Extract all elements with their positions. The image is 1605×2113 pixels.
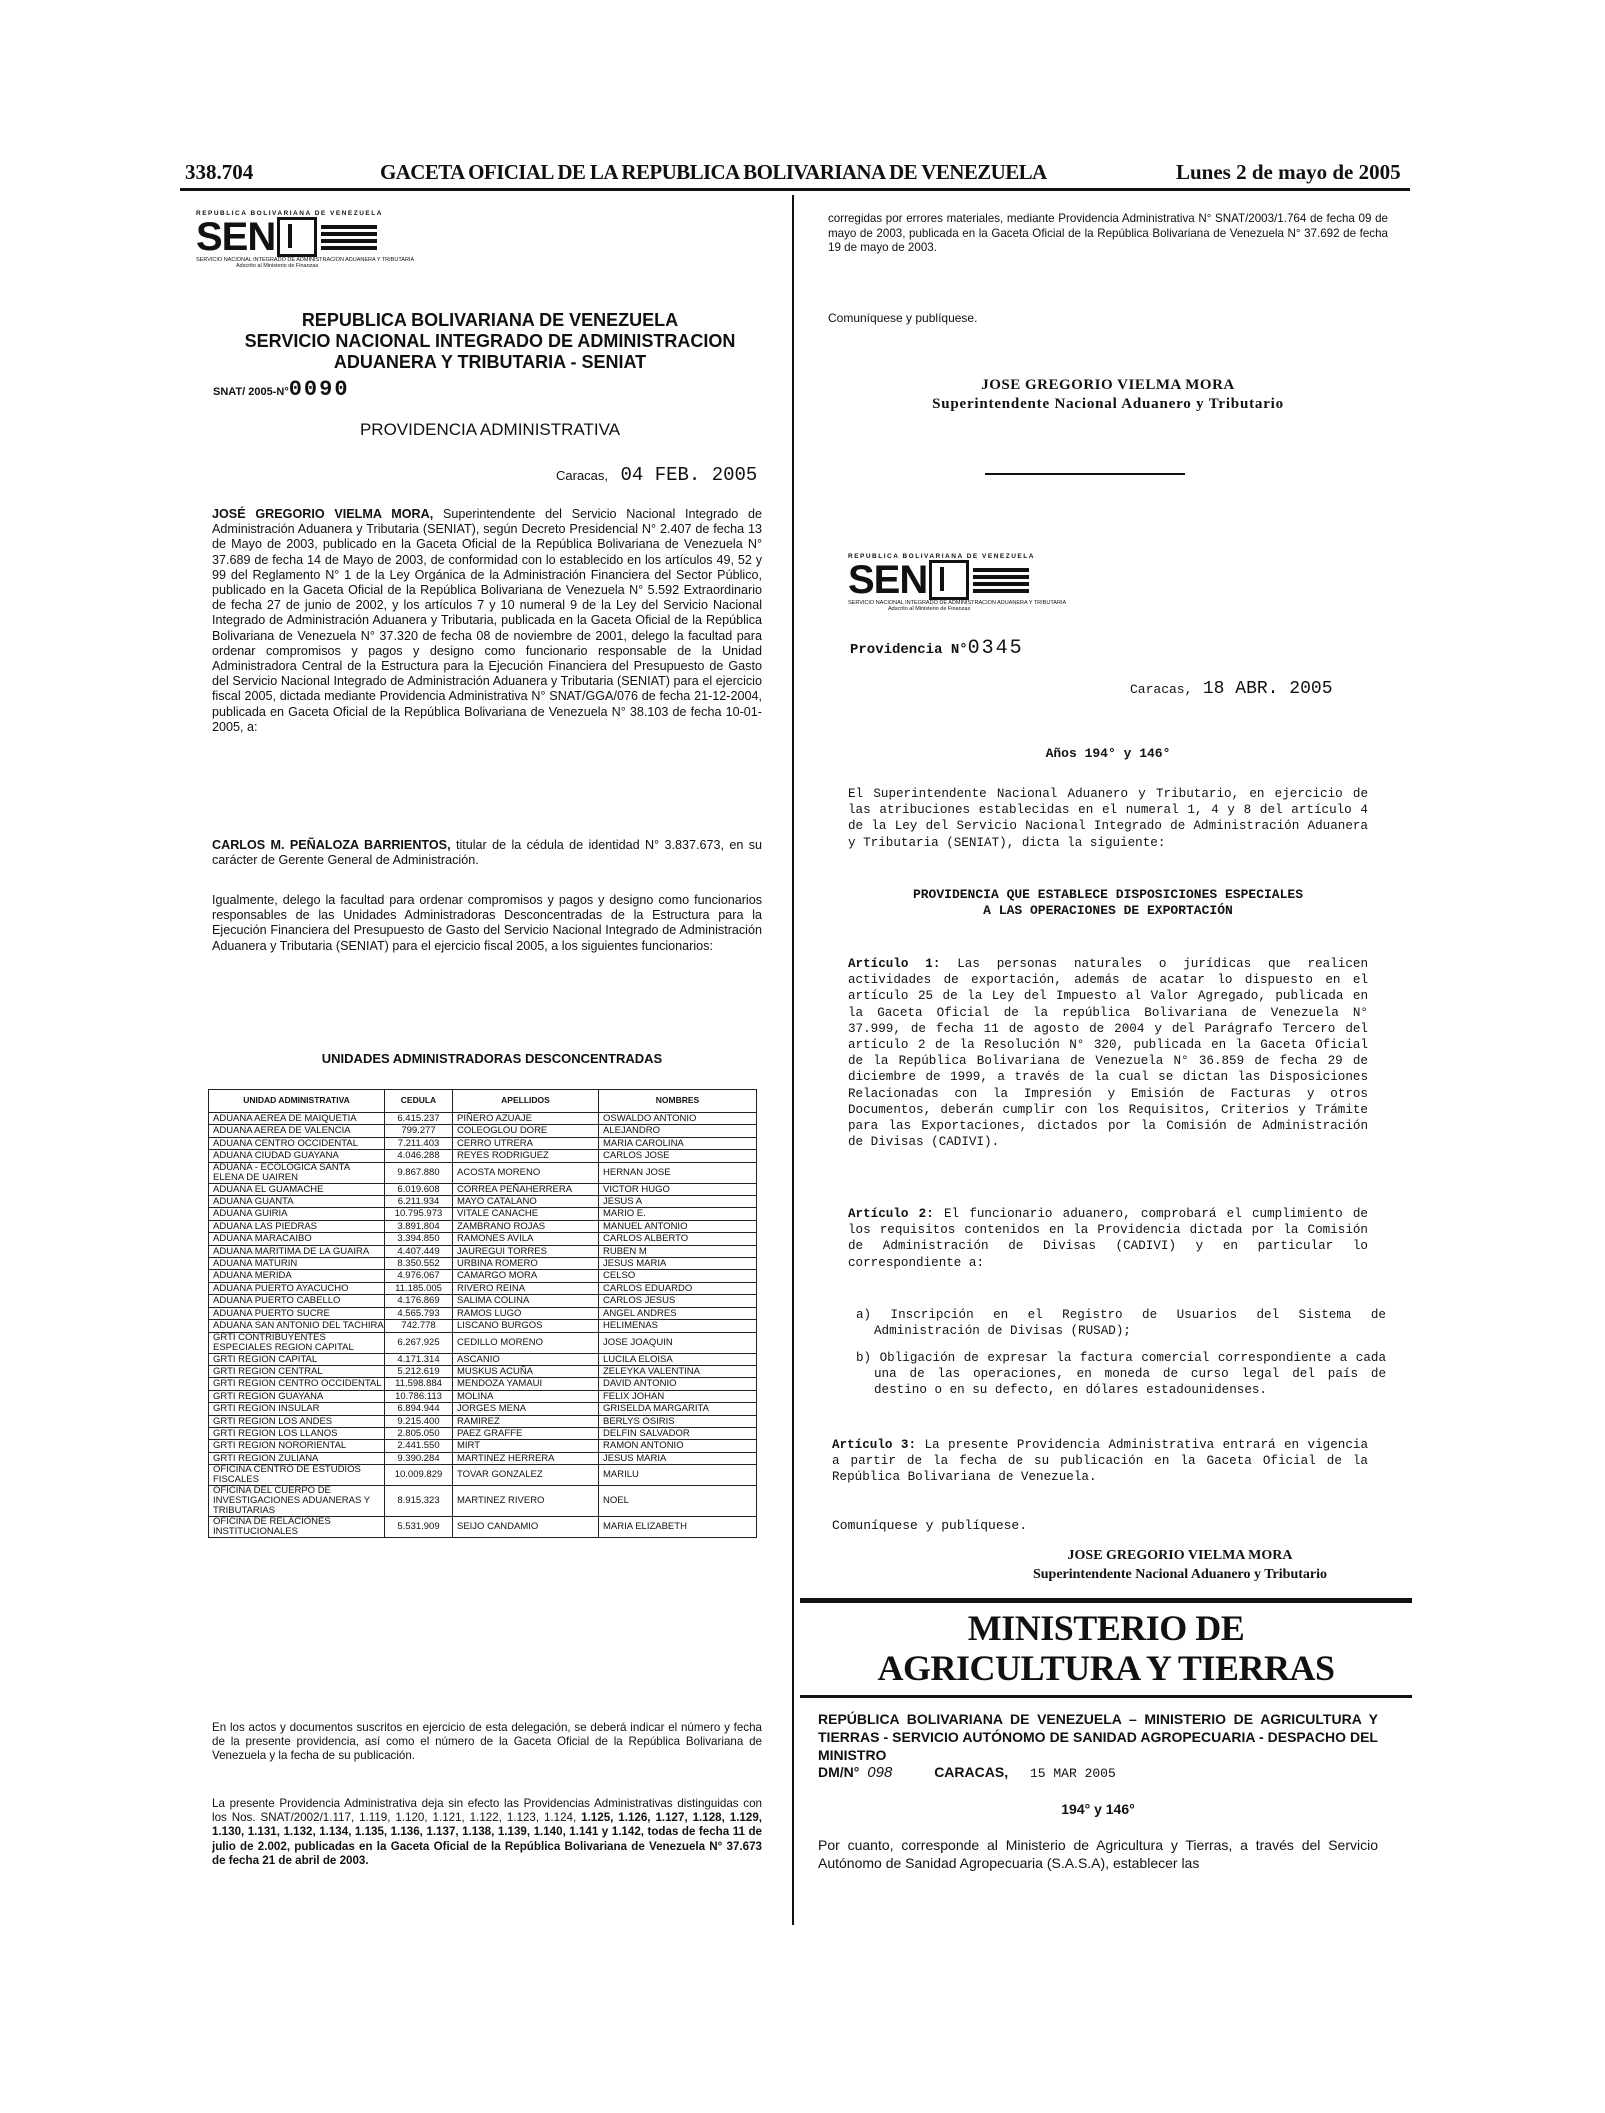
surname-cell: MENDOZA YAMAUI — [453, 1378, 599, 1390]
table-row — [209, 1282, 757, 1294]
name-cell: MARILU — [599, 1465, 757, 1486]
unit-cell: ADUANA - ECOLOGICA SANTA ELENA DE UAIREN — [209, 1162, 385, 1183]
table-row — [209, 1307, 757, 1319]
table-row — [209, 1403, 757, 1415]
table-row — [209, 1365, 757, 1377]
unit-cell: ADUANA PUERTO SUCRE — [209, 1307, 385, 1319]
intro-paragraph: El Superintendente Nacional Aduanero y Tributario, en ejercicio de las atribuciones establecidas en el numeral 1, 4 y 8 del artículo 4 de la Ley del Servicio Nacional Integrado de Administración Aduanera y Tributaria (SENIAT), dicta la siguiente: — [848, 787, 1368, 850]
designee-text: titular de la cédula de identidad N° 3.837.673, en su carácter de Gerente General de Administración. — [212, 838, 762, 868]
name-cell: RAMON ANTONIO — [599, 1440, 757, 1452]
surname-cell: PIÑERO AZUAJE — [453, 1113, 599, 1125]
revocation-text: La presente Providencia Administrativa deja sin efecto las Providencias Administrativas distinguidas con los Nos. SNAT/2002/1.117, 1.119, 1.120, 1.121, 1.122, 1.123, 1.124, — [212, 1797, 762, 1825]
unit-cell: GRTI REGION GUAYANA — [209, 1390, 385, 1402]
unit-cell: ADUANA AEREA DE VALENCIA — [209, 1125, 385, 1137]
unit-cell: GRTI REGION NORORIENTAL — [209, 1440, 385, 1452]
article-3 — [832, 1437, 1368, 1486]
name-cell: JOSE JOAQUIN — [599, 1332, 757, 1353]
name-cell: CARLOS EDUARDO — [599, 1282, 757, 1294]
ref-number: 0090 — [288, 377, 350, 402]
unit-cell: ADUANA PUERTO CABELLO — [209, 1295, 385, 1307]
unit-cell: GRTI REGION CENTRO OCCIDENTAL — [209, 1378, 385, 1390]
logo-top-text: REPUBLICA BOLIVARIANA DE VENEZUELA — [196, 210, 383, 217]
unit-cell: OFICINA CENTRO DE ESTUDIOS FISCALES — [209, 1465, 385, 1486]
column-header: UNIDAD ADMINISTRATIVA — [209, 1090, 385, 1113]
table-row — [209, 1162, 757, 1183]
unit-cell: ADUANA MERIDA — [209, 1270, 385, 1282]
table-row — [209, 1465, 757, 1486]
signer-title-1: Superintendente Nacional Aduanero y Tributario — [932, 396, 1284, 412]
providencia-title — [828, 887, 1388, 919]
ref-prefix: SNAT/ 2005-N° — [213, 386, 289, 398]
place-label: Caracas, — [556, 468, 609, 483]
signer-title-2: Superintendente Nacional Aduanero y Tributario — [1032, 1567, 1328, 1582]
unit-cell: GRTI REGION LOS LLANOS — [209, 1427, 385, 1439]
signer-name: JOSÉ GREGORIO VIELMA MORA, — [212, 507, 434, 521]
comuniquese-1: Comuníquese y publíquese. — [828, 311, 978, 325]
unit-cell: ADUANA MARITIMA DE LA GUAIRA — [209, 1245, 385, 1257]
name-cell: HELIMENAS — [599, 1320, 757, 1332]
name-cell: MANUEL ANTONIO — [599, 1220, 757, 1232]
cedula-cell: 11.185.005 — [385, 1282, 453, 1294]
surname-cell: MUSKUS ACUÑA — [453, 1365, 599, 1377]
unit-cell: ADUANA PUERTO AYACUCHO — [209, 1282, 385, 1294]
article-2-text: El funcionario aduanero, comprobará el cumplimiento de los requisitos contenidos en la Providencia dictada por la Comisión de Administración de Divisas (CADIVI) y en particular lo correspondiente a: — [848, 1207, 1368, 1270]
name-cell: VICTOR HUGO — [599, 1183, 757, 1195]
surname-cell: MIRT — [453, 1440, 599, 1452]
table-row — [209, 1258, 757, 1270]
doc-type: PROVIDENCIA ADMINISTRATIVA — [359, 420, 621, 439]
name-cell: MARIA CAROLINA — [599, 1137, 757, 1149]
unit-cell: ADUANA AEREA DE MAIQUETIA — [209, 1113, 385, 1125]
unit-cell: ADUANA EL GUAMACHE — [209, 1183, 385, 1195]
surname-cell: PAEZ GRAFFE — [453, 1427, 599, 1439]
name-cell: BERLYS OSIRIS — [599, 1415, 757, 1427]
logo-top-text: REPUBLICA BOLIVARIANA DE VENEZUELA — [848, 553, 1035, 560]
seniat-logo — [196, 210, 414, 269]
place-date-line-2 — [1130, 679, 1333, 699]
cedula-cell: 10.009.829 — [385, 1465, 453, 1486]
ministry-title-2: AGRICULTURA Y TIERRAS — [877, 1648, 1335, 1688]
surname-cell: RIVERO REINA — [453, 1282, 599, 1294]
name-cell: MARIO E. — [599, 1208, 757, 1220]
resolution-date: 15 MAR 2005 — [1029, 1766, 1116, 1781]
unit-cell: GRTI REGION ZULIANA — [209, 1452, 385, 1464]
surname-cell: MARTINEZ RIVERO — [453, 1486, 599, 1517]
units-intro-paragraph: Igualmente, delego la facultad para ordenar compromisos y pagos y designo como funcionarios responsables de las Unidades Administradoras Desconcentradas de la Estructura para la Ejecución Financiera del Presupuesto de Gasto del Servicio Nacional Integrado de Administración Aduanera y Tributaria (SENIAT) para el ejercicio fiscal 2005, a los siguientes funcionarios: — [212, 893, 762, 953]
table-row — [209, 1353, 757, 1365]
article-2 — [848, 1206, 1368, 1271]
surname-cell: JORGES MENA — [453, 1403, 599, 1415]
surname-cell: RAMOS LUGO — [453, 1307, 599, 1319]
table-row — [209, 1220, 757, 1232]
place-date-line — [556, 464, 757, 486]
unit-cell: ADUANA LAS PIEDRAS — [209, 1220, 385, 1232]
units-table-body — [209, 1113, 757, 1538]
place-label-2: Caracas, — [1130, 682, 1193, 697]
header-date: Lunes 2 de mayo de 2005 — [1176, 160, 1401, 184]
logo-sub-text: SERVICIO NACIONAL INTEGRADO DE ADMINISTRACION ADUANERA Y TRIBUTARIA — [848, 600, 1067, 606]
column-header: APELLIDOS — [453, 1090, 599, 1113]
table-row — [209, 1295, 757, 1307]
org-line-3: ADUANERA Y TRIBUTARIA - SENIAT — [333, 352, 647, 372]
name-cell: RUBEN M — [599, 1245, 757, 1257]
signature-block-2 — [960, 1548, 1400, 1583]
resolution-place: CARACAS, — [934, 1764, 1009, 1780]
designee-name: CARLOS M. PEÑALOZA BARRIENTOS, — [212, 838, 451, 852]
surname-cell: CEDILLO MORENO — [453, 1332, 599, 1353]
unit-cell: ADUANA GUANTA — [209, 1196, 385, 1208]
surname-cell: ASCANIO — [453, 1353, 599, 1365]
logo-mark: SEN — [196, 215, 276, 259]
article-2-item-b: b) Obligación de expresar la factura comercial correspondiente a cada una de las operaciones, en moneda de curso legal del país de destino o en su defecto, en dólares estadounidenses. — [856, 1351, 1386, 1398]
org-line-1: REPUBLICA BOLIVARIANA DE VENEZUELA — [301, 310, 679, 330]
article-1-label: Artículo 1: — [848, 957, 941, 971]
resolution-body: Por cuanto, corresponde al Ministerio de Agricultura y Tierras, a través del Servicio Autónomo de Sanidad Agropecuaria (S.A.S.A), establecer las — [818, 1837, 1378, 1871]
table-row — [209, 1517, 757, 1538]
resolution-heading: REPÚBLICA BOLIVARIANA DE VENEZUELA – MINISTERIO DE AGRICULTURA Y TIERRAS - SERVICIO AUTÓNOMO DE SANIDAD AGROPECUARIA - DESPACHO DEL MINISTRO — [818, 1711, 1378, 1763]
surname-cell: URBINA ROMERO — [453, 1258, 599, 1270]
surname-cell: LISCANO BURGOS — [453, 1320, 599, 1332]
table-row — [209, 1415, 757, 1427]
place-date: 04 FEB. 2005 — [620, 464, 758, 486]
resolution-number-label: DM/N° — [818, 1764, 860, 1780]
surname-cell: TOVAR GONZALEZ — [453, 1465, 599, 1486]
providencia-title-1: PROVIDENCIA QUE ESTABLECE DISPOSICIONES ESPECIALES — [912, 887, 1304, 902]
column-divider — [792, 195, 794, 1925]
providencia-number: 0345 — [967, 637, 1024, 660]
unit-cell: ADUANA CIUDAD GUAYANA — [209, 1150, 385, 1162]
table-row — [209, 1233, 757, 1245]
cedula-cell: 742.778 — [385, 1320, 453, 1332]
article-1 — [848, 956, 1368, 1150]
comuniquese-2: Comuníquese y publíquese. — [832, 1518, 1028, 1533]
cedula-cell: 4.976.067 — [385, 1270, 453, 1282]
providencia-title-2: A LAS OPERACIONES DE EXPORTACIÓN — [983, 903, 1233, 918]
name-cell: ALEJANDRO — [599, 1125, 757, 1137]
cedula-cell: 5.531.909 — [385, 1517, 453, 1538]
surname-cell: MAYO CATALANO — [453, 1196, 599, 1208]
column-header: NOMBRES — [599, 1090, 757, 1113]
cedula-cell: 9.390.284 — [385, 1452, 453, 1464]
article-2-item-a: a) Inscripción en el Registro de Usuarios del Sistema de Administración de Divisas (RUSAD); — [856, 1308, 1386, 1339]
surname-cell: COLEOGLOU DORE — [453, 1125, 599, 1137]
cedula-cell: 11.598.884 — [385, 1378, 453, 1390]
providencia-label: Providencia N° — [850, 642, 968, 658]
table-row — [209, 1486, 757, 1517]
cedula-cell: 6.211.934 — [385, 1196, 453, 1208]
cedula-cell: 4.407.449 — [385, 1245, 453, 1257]
header-rule — [180, 188, 1410, 191]
cedula-cell: 4.171.314 — [385, 1353, 453, 1365]
name-cell: CARLOS JOSE — [599, 1150, 757, 1162]
surname-cell: SALIMA COLINA — [453, 1295, 599, 1307]
surname-cell: CAMARGO MORA — [453, 1270, 599, 1282]
name-cell: ANGEL ANDRES — [599, 1307, 757, 1319]
table-row — [209, 1196, 757, 1208]
name-cell: DAVID ANTONIO — [599, 1378, 757, 1390]
name-cell: CELSO — [599, 1270, 757, 1282]
table-row — [209, 1452, 757, 1464]
signer-name-2: JOSE GREGORIO VIELMA MORA — [1067, 1548, 1293, 1563]
table-row — [209, 1245, 757, 1257]
logo-mark: SEN — [848, 558, 928, 602]
usage-paragraph: En los actos y documentos suscritos en ejercicio de esta delegación, se deberá indicar el número y fecha de la presente providencia, así como el número de la Gaceta Oficial de la República Bolivariana de Venezuela y la fecha de su publicación. — [212, 1721, 762, 1763]
name-cell: CARLOS ALBERTO — [599, 1233, 757, 1245]
ministry-title-1: MINISTERIO DE — [967, 1608, 1245, 1648]
unit-cell: ADUANA MARACAIBO — [209, 1233, 385, 1245]
cedula-cell: 9.215.400 — [385, 1415, 453, 1427]
cedula-cell: 5.212.619 — [385, 1365, 453, 1377]
surname-cell: SEIJO CANDAMIO — [453, 1517, 599, 1538]
name-cell: GRISELDA MARGARITA — [599, 1403, 757, 1415]
name-cell: MARIA ELIZABETH — [599, 1517, 757, 1538]
unit-cell: ADUANA SAN ANTONIO DEL TACHIRA — [209, 1320, 385, 1332]
logo-sub-text-2: Adscrito al Ministerio de Finanzas — [236, 263, 319, 269]
units-table — [208, 1089, 757, 1538]
logo-sub-text-2: Adscrito al Ministerio de Finanzas — [888, 606, 971, 612]
name-cell: OSWALDO ANTONIO — [599, 1113, 757, 1125]
revocation-text-bold: 1.125, 1.126, 1.127, 1.128, 1.129, 1.130, 1.131, 1.132, 1.134, 1.135, 1.136, 1.137, 1.138, 1.139, 1.140, 1.141 y 1.142, todas de fecha 11 de julio de 2.002, publicadas en la Gaceta Oficial de la República Bolivariana de Venezuela N° 37.673 de fecha 21 de abril de 2003. — [212, 1811, 762, 1867]
name-cell: JESUS MARIA — [599, 1452, 757, 1464]
name-cell: JESUS MARIA — [599, 1258, 757, 1270]
seniat-logo-2 — [848, 553, 1066, 612]
surname-cell: ACOSTA MORENO — [453, 1162, 599, 1183]
table-row — [209, 1390, 757, 1402]
unit-cell: GRTI REGION CENTRAL — [209, 1365, 385, 1377]
article-2-label: Artículo 2: — [848, 1207, 934, 1221]
table-row — [209, 1332, 757, 1353]
logo-box-icon — [277, 217, 317, 257]
surname-cell: ZAMBRANO ROJAS — [453, 1220, 599, 1232]
surname-cell: VITALE CANACHE — [453, 1208, 599, 1220]
surname-cell: RAMIREZ — [453, 1415, 599, 1427]
surname-cell: MOLINA — [453, 1390, 599, 1402]
org-line-2: SERVICIO NACIONAL INTEGRADO DE ADMINISTRACION — [244, 331, 736, 351]
cedula-cell: 2.441.550 — [385, 1440, 453, 1452]
cedula-cell: 7.211.403 — [385, 1137, 453, 1149]
table-row — [209, 1427, 757, 1439]
name-cell: ZELEYKA VALENTINA — [599, 1365, 757, 1377]
designee-paragraph — [212, 838, 762, 868]
unit-cell: OFICINA DE RELACIONES INSTITUCIONALES — [209, 1517, 385, 1538]
table-row — [209, 1183, 757, 1195]
table-row — [209, 1113, 757, 1125]
signature-block-1 — [828, 377, 1388, 413]
gazette-title: GACETA OFICIAL DE LA REPUBLICA BOLIVARIANA DE VENEZUELA — [380, 160, 1047, 184]
signer-name-1: JOSE GREGORIO VIELMA MORA — [981, 377, 1235, 393]
cedula-cell: 8.915.323 — [385, 1486, 453, 1517]
cedula-cell: 4.046.288 — [385, 1150, 453, 1162]
unit-cell: ADUANA MATURIN — [209, 1258, 385, 1270]
name-cell: CARLOS JESUS — [599, 1295, 757, 1307]
years-line: Años 194° y 146° — [1045, 746, 1171, 761]
unit-cell: ADUANA CENTRO OCCIDENTAL — [209, 1137, 385, 1149]
unit-cell: GRTI REGION LOS ANDES — [209, 1415, 385, 1427]
table-row — [209, 1378, 757, 1390]
resolution-number: 098 — [867, 1764, 893, 1781]
cedula-cell: 6.019.608 — [385, 1183, 453, 1195]
cedula-cell: 9.867.880 — [385, 1162, 453, 1183]
cedula-cell: 3.394.850 — [385, 1233, 453, 1245]
cedula-cell: 6.415.237 — [385, 1113, 453, 1125]
table-title: UNIDADES ADMINISTRADORAS DESCONCENTRADAS — [321, 1051, 663, 1066]
delegation-text: Superintendente del Servicio Nacional Integrado de Administración Aduanera y Tributaria (SENIAT), según Decreto Presidencial N° 2.407 de fecha 13 de Mayo de 2003, publicado en la Gaceta Oficial de la República Bolivariana de Venezuela N° 37.689 de fecha 14 de Mayo de 2003, de conformidad con lo establecido en los artículos 49, 52 y 99 del Reglamento N° 1 de la Ley Orgánica de la Administración Financiera del Sector Público, publicado en la Gaceta Oficial de la República Bolivariana de Venezuela N° 5.592 Extraordinario de fecha 27 de junio de 2002, y los artículos 7 y 10 numeral 9 de la Ley del Servicio Nacional Integrado de Administración Aduanera y Tributaria, publicada en la Gaceta Oficial de la República Bolivariana de Venezuela N° 37.320 de fecha 08 de noviembre de 2001, delego la facultad para ordenar compromisos y pagos y designo como funcionario responsable de la Unidad Administradora Central de la Estructura para la Ejecución Financiera del Presupuesto de Gasto del Servicio Nacional Integrado de Administración Aduanera y Tributaria (SENIAT) para el ejercicio fiscal 2005, dictada mediante Providencia Administrativa N° SNAT/GGA/076 de fecha 21-12-2004, publicada en Gaceta Oficial de la República Bolivariana de Venezuela N° 38.103 de fecha 10-01-2005, a: — [212, 507, 763, 734]
cedula-cell: 799.277 — [385, 1125, 453, 1137]
unit-cell: GRTI REGION INSULAR — [209, 1403, 385, 1415]
name-cell: HERNAN JOSE — [599, 1162, 757, 1183]
table-row — [209, 1320, 757, 1332]
org-header — [210, 310, 770, 373]
name-cell: FELIX JOHAN — [599, 1390, 757, 1402]
ministry-rule-top — [800, 1598, 1412, 1603]
ministry-rule-bottom — [800, 1695, 1412, 1698]
table-row — [209, 1208, 757, 1220]
logo-flag-icon — [321, 225, 377, 250]
column-header: CEDULA — [385, 1090, 453, 1113]
unit-cell: OFICINA DEL CUERPO DE INVESTIGACIONES ADUANERAS Y TRIBUTARIAS — [209, 1486, 385, 1517]
revocation-paragraph — [212, 1797, 762, 1868]
name-cell: DELFIN SALVADOR — [599, 1427, 757, 1439]
logo-box-icon — [929, 560, 969, 600]
section-separator — [985, 473, 1185, 475]
unit-cell: GRTI CONTRIBUYENTES ESPECIALES REGION CAPITAL — [209, 1332, 385, 1353]
table-row — [209, 1150, 757, 1162]
name-cell: LUCILA ELOISA — [599, 1353, 757, 1365]
page-number: 338.704 — [185, 160, 254, 184]
surname-cell: CERRO UTRERA — [453, 1137, 599, 1149]
logo-sub-text: SERVICIO NACIONAL INTEGRADO DE ADMINISTRACION ADUANERA Y TRIBUTARIA — [196, 257, 415, 263]
table-row — [209, 1137, 757, 1149]
article-3-label: Artículo 3: — [832, 1438, 917, 1452]
cedula-cell: 10.786.113 — [385, 1390, 453, 1402]
place-date-2: 18 ABR. 2005 — [1202, 679, 1333, 699]
providencia-number-line — [850, 637, 1024, 660]
ministry-title — [800, 1608, 1412, 1688]
unit-cell: GRTI REGION CAPITAL — [209, 1353, 385, 1365]
continuation-paragraph: corregidas por errores materiales, mediante Providencia Administrativa N° SNAT/2003/1.764 de fecha 09 de mayo de 2003, publicada en la Gaceta Oficial de la República Bolivariana de Venezuela N° 37.692 de fecha 19 de mayo de 2003. — [828, 212, 1388, 254]
cedula-cell: 6.894.944 — [385, 1403, 453, 1415]
article-3-text: La presente Providencia Administrativa entrará en vigencia a partir de la fecha de su publicación en la Gaceta Oficial de la República Bolivariana de Venezuela. — [832, 1438, 1369, 1485]
surname-cell: JAUREGUI TORRES — [453, 1245, 599, 1257]
unit-cell: ADUANA GUIRIA — [209, 1208, 385, 1220]
logo-flag-icon — [973, 568, 1029, 593]
cedula-cell: 3.891.804 — [385, 1220, 453, 1232]
resolution-number-line — [818, 1764, 1116, 1781]
cedula-cell: 10.795.973 — [385, 1208, 453, 1220]
cedula-cell: 2.805.050 — [385, 1427, 453, 1439]
surname-cell: REYES RODRIGUEZ — [453, 1150, 599, 1162]
name-cell: NOEL — [599, 1486, 757, 1517]
name-cell: JESUS A — [599, 1196, 757, 1208]
surname-cell: CORREA PEÑAHERRERA — [453, 1183, 599, 1195]
article-1-text: Las personas naturales o jurídicas que realicen actividades de exportación, además de acatar lo dispuesto en el artículo 25 de la Ley del Impuesto al Valor Agregado, publicada en la Gaceta Oficial de la república Bolivariana de Venezuela N° 37.999, de fecha 11 de agosto de 2004 y del Parágrafo Tercero del artículo 2 de la Resolución N° 320, publicada en la Gaceta Oficial de la República Bolivariana de Venezuela N° 36.859 de fecha 29 de diciembre de 1999, a través de la cual se dictan las Disposiciones Relacionadas con la Impresión y Emisión de Facturas y otros Documentos, deberán cumplir con los Requisitos, Criterios y Trámite para las Exportaciones, dictados por la Comisión de Administración de Divisas (CADIVI). — [848, 957, 1369, 1150]
resolution-years: 194° y 146° — [1061, 1801, 1135, 1817]
cedula-cell: 6.267.925 — [385, 1332, 453, 1353]
table-row — [209, 1270, 757, 1282]
table-row — [209, 1125, 757, 1137]
table-header-row — [209, 1090, 757, 1113]
cedula-cell: 4.565.793 — [385, 1307, 453, 1319]
surname-cell: MARTINEZ HERRERA — [453, 1452, 599, 1464]
surname-cell: RAMONES AVILA — [453, 1233, 599, 1245]
cedula-cell: 4.176.869 — [385, 1295, 453, 1307]
delegation-paragraph — [212, 507, 762, 735]
cedula-cell: 8.350.552 — [385, 1258, 453, 1270]
table-row — [209, 1440, 757, 1452]
reference-number — [213, 377, 350, 402]
